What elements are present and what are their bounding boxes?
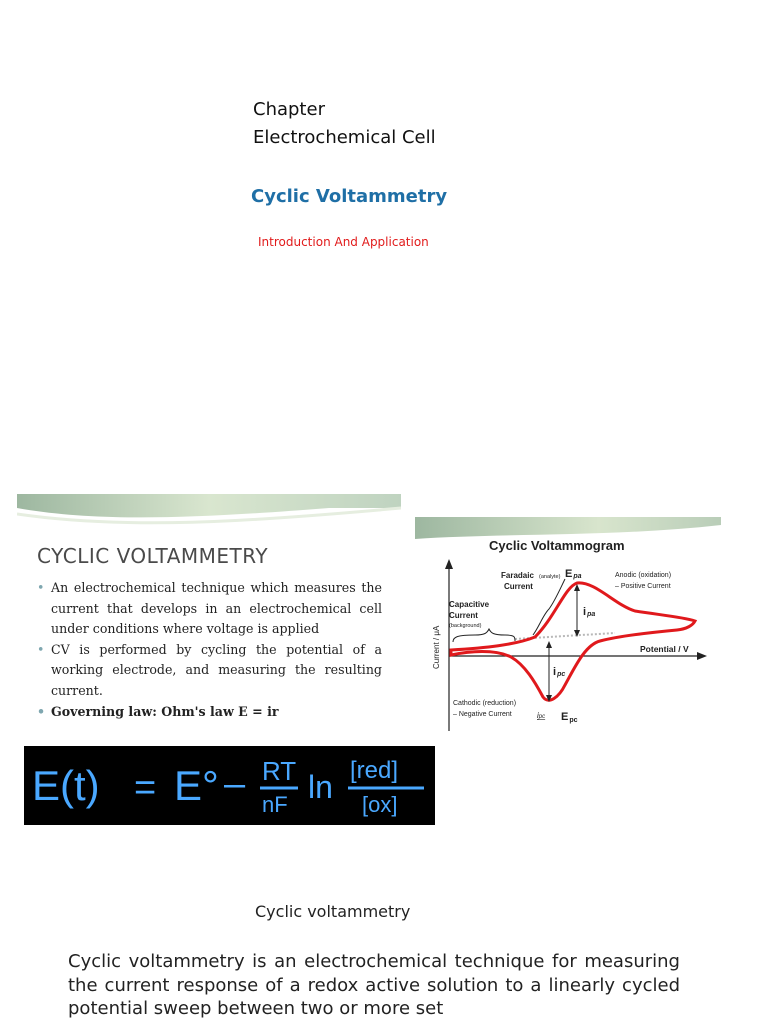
x-axis-label: Potential / V (640, 644, 689, 654)
voltammogram-figure (415, 517, 721, 747)
capacitive-label: Current (449, 611, 478, 620)
faradaic-brace (533, 579, 565, 635)
nernst-equation (24, 746, 435, 825)
equation-e0: E° (174, 762, 219, 809)
bullet-item: • Governing law: Ohm's law E = ir (37, 702, 382, 723)
equation-ln: ln (308, 769, 333, 805)
epc-label: Epc (561, 711, 578, 724)
chapter-heading (253, 96, 436, 152)
equation-ox: [ox] (362, 792, 398, 817)
equation-equals: = (134, 767, 157, 809)
chapter-name: Electrochemical Cell (253, 127, 436, 148)
analyte-label: (analyte) (539, 574, 561, 580)
capacitive-brace (453, 629, 515, 642)
slide-heading: CYCLIC VOLTAMMETRY (37, 544, 269, 568)
x-axis-arrow-icon (697, 652, 707, 660)
faradaic-label: Faradaic (501, 571, 534, 580)
cathodic-label: Cathodic (reduction) (453, 700, 517, 707)
ipa-label: ipa (583, 606, 596, 618)
equation-rt: RT (262, 756, 297, 786)
page-title: Cyclic Voltammetry (251, 186, 448, 207)
bullet-list (37, 578, 382, 723)
page-subtitle: Introduction And Application (258, 235, 429, 249)
arrow-up-icon (546, 641, 552, 648)
slide-header-wave (415, 517, 721, 539)
faradaic-label: Current (504, 582, 533, 591)
y-axis-arrow-icon (445, 559, 453, 569)
figure-caption: Cyclic voltammetry (255, 902, 411, 921)
background-label: (background) (449, 623, 482, 629)
equation-handwriting (24, 746, 435, 825)
capacitive-label: Capacitive (449, 600, 490, 609)
y-axis-label: Current / μA (432, 625, 441, 669)
body-paragraph: Cyclic voltammetry is an electrochemical technique for measuring the current response of a redox active solution to a linearly cycled potential sweep between two or more set (68, 951, 680, 1019)
ipc-label: ipc (553, 666, 566, 678)
equation-red: [red] (350, 757, 399, 784)
bullet-item: • An electrochemical technique which measures the current that develops in an electrochemical cell under conditions where voltage is applied (37, 578, 382, 640)
cathodic-label: – Negative Current (453, 711, 512, 718)
equation-minus: – (224, 763, 246, 805)
epa-label: Epa (565, 568, 582, 580)
slide-cyclic-voltammetry (17, 494, 401, 744)
equation-nf: nF (262, 792, 288, 817)
equation-lhs: E(t) (32, 762, 100, 809)
slide-header-wave (17, 494, 401, 534)
figure-title: Cyclic Voltammogram (489, 538, 625, 553)
chapter-label: Chapter (253, 99, 325, 120)
ipc-bottom-label: ipc (537, 711, 546, 720)
bullet-item: • CV is performed by cycling the potential of a working electrode, and measuring the resulting current. (37, 640, 382, 702)
slide-cyclic-voltammogram (415, 517, 721, 747)
anodic-label: – Positive Current (615, 583, 671, 590)
anodic-label: Anodic (oxidation) (615, 572, 672, 579)
